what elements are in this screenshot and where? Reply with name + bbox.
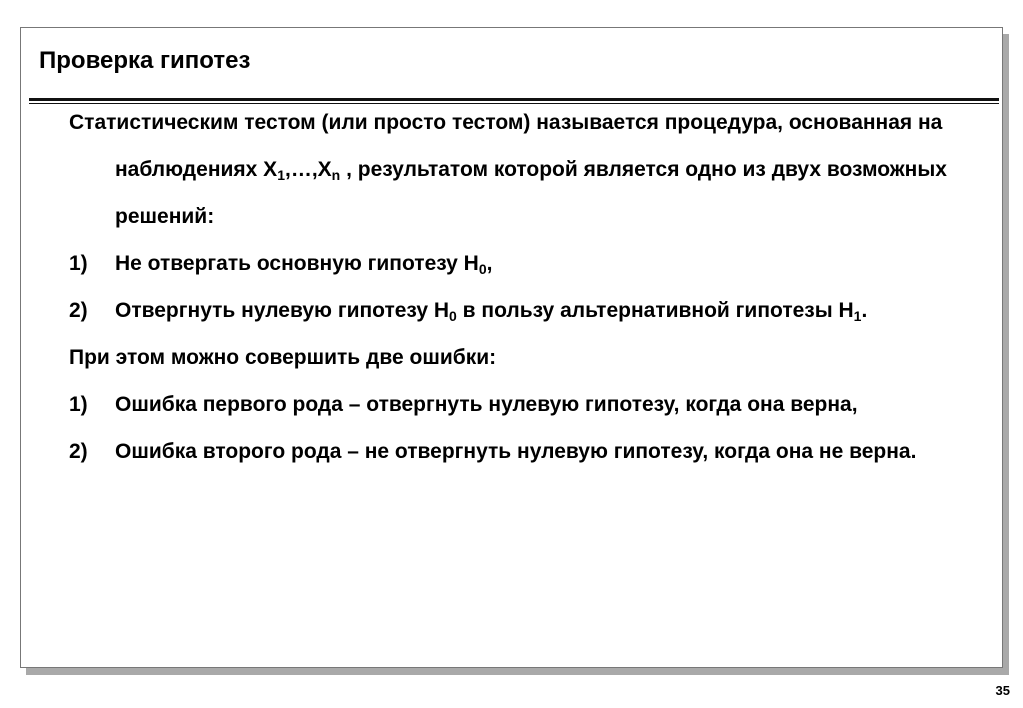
definition-text-part2: ,…,X [284, 158, 332, 181]
definition-text-part1: Статистическим тестом (или просто тестом) называется процедура, основанная на наблюдениях X [69, 111, 943, 181]
decision-item-2 [69, 287, 969, 334]
decision-number-1: 1) [69, 252, 88, 275]
slide-title: Проверка гипотез [39, 47, 251, 74]
error-item-1 [69, 381, 969, 428]
decision-middle-2: в пользу альтернативной гипотезы H [456, 299, 854, 322]
errors-intro: При этом можно совершить две ошибки: [69, 346, 497, 369]
decision-subscript-2a: 0 [449, 308, 457, 324]
decision-subscript-2b: 1 [853, 308, 862, 324]
error-text-1: Ошибка первого рода – отвергнуть нулевую гипотезу, когда она верна, [115, 393, 858, 416]
decision-suffix-1: , [486, 252, 493, 275]
error-text-2: Ошибка второго рода – не отвергнуть нулевую гипотезу, когда она не верна. [115, 440, 917, 463]
decision-suffix-2: . [861, 299, 868, 322]
definition-paragraph [69, 99, 969, 240]
definition-subscript-1: 1 [277, 167, 285, 183]
error-number-1: 1) [69, 393, 88, 416]
decision-subscript-1: 0 [478, 261, 487, 277]
decision-number-2: 2) [69, 299, 88, 322]
page-number: 35 [995, 683, 1010, 698]
decision-item-1 [69, 240, 969, 287]
definition-text-part3: , результатом которой является одно из двух возможных решений: [115, 158, 947, 228]
error-item-2 [69, 428, 969, 475]
decision-text-1: Не отвергать основную гипотезу H [115, 252, 479, 275]
slide-body [69, 99, 969, 475]
error-number-2: 2) [69, 440, 88, 463]
definition-subscript-n: n [331, 167, 341, 183]
decision-text-2: Отвергнуть нулевую гипотезу H [115, 299, 450, 322]
